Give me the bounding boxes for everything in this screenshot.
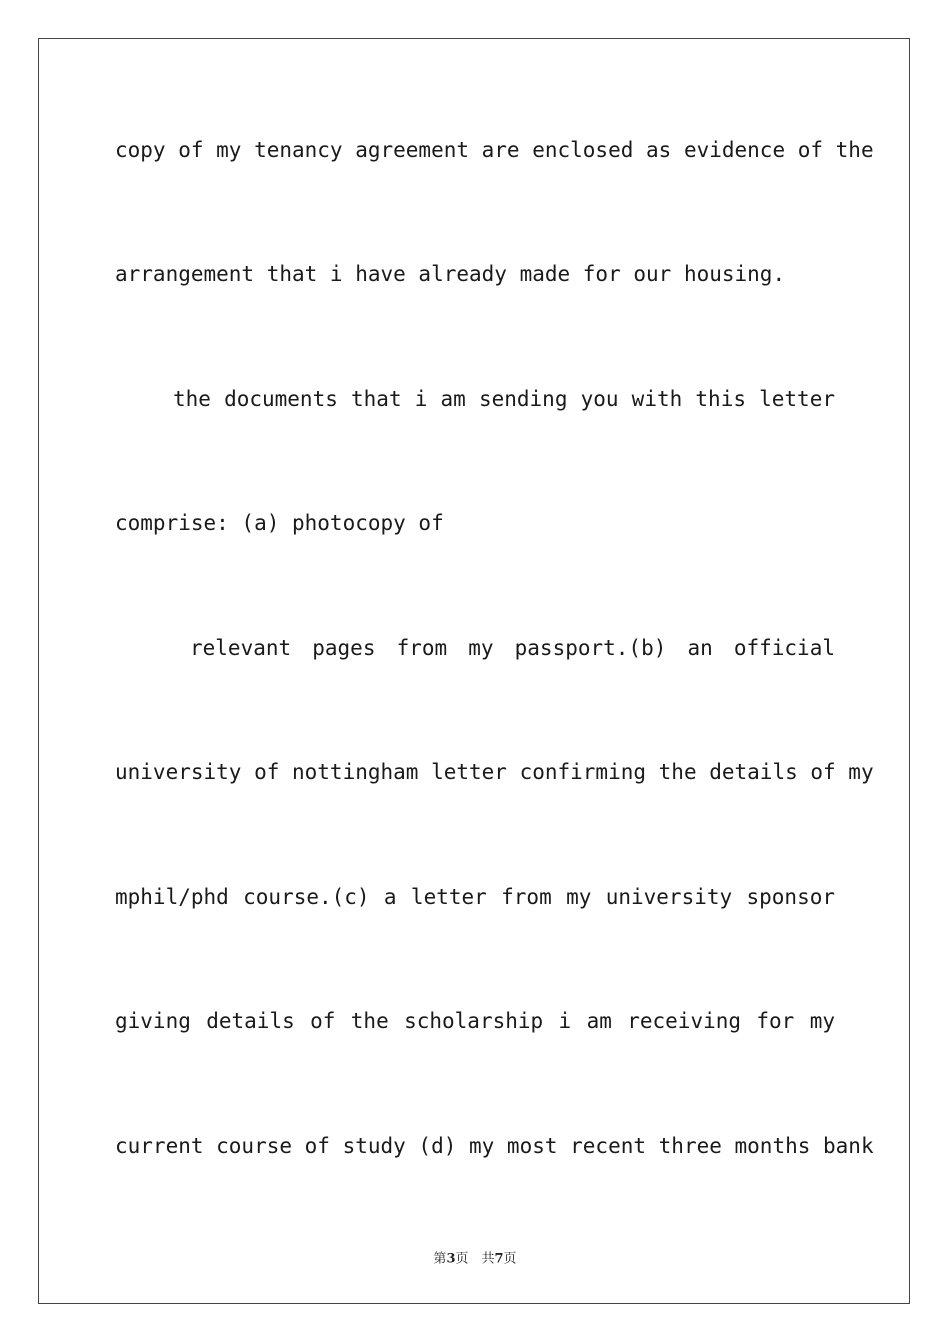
body-text-line: university of nottingham letter confirming the details of my [115,760,874,784]
footer-suffix: 页 [503,1251,517,1267]
body-text-line: relevant pages from my passport.(b) an official [190,636,835,660]
body-text-line: arrangement that i have already made for our housing. [115,262,786,286]
footer-prefix: 第 [433,1251,447,1267]
page-number-footer [0,1248,950,1267]
body-text-line: copy of my tenancy agreement are enclosed as evidence of the [115,138,874,162]
body-text-line: comprise: (a) photocopy of [115,511,444,535]
footer-mid: 页 共 [455,1251,495,1267]
page-border [38,38,910,1304]
total-page-count: 7 [494,1251,504,1267]
body-text-line: giving details of the scholarship i am receiving for my [115,1009,835,1033]
body-text-line: mphil/phd course.(c) a letter from my university sponsor [115,885,835,909]
body-text-line: current course of study (d) my most recent three months bank [115,1134,874,1158]
body-text-line: the documents that i am sending you with this letter [173,387,835,411]
current-page-number: 3 [446,1251,456,1267]
